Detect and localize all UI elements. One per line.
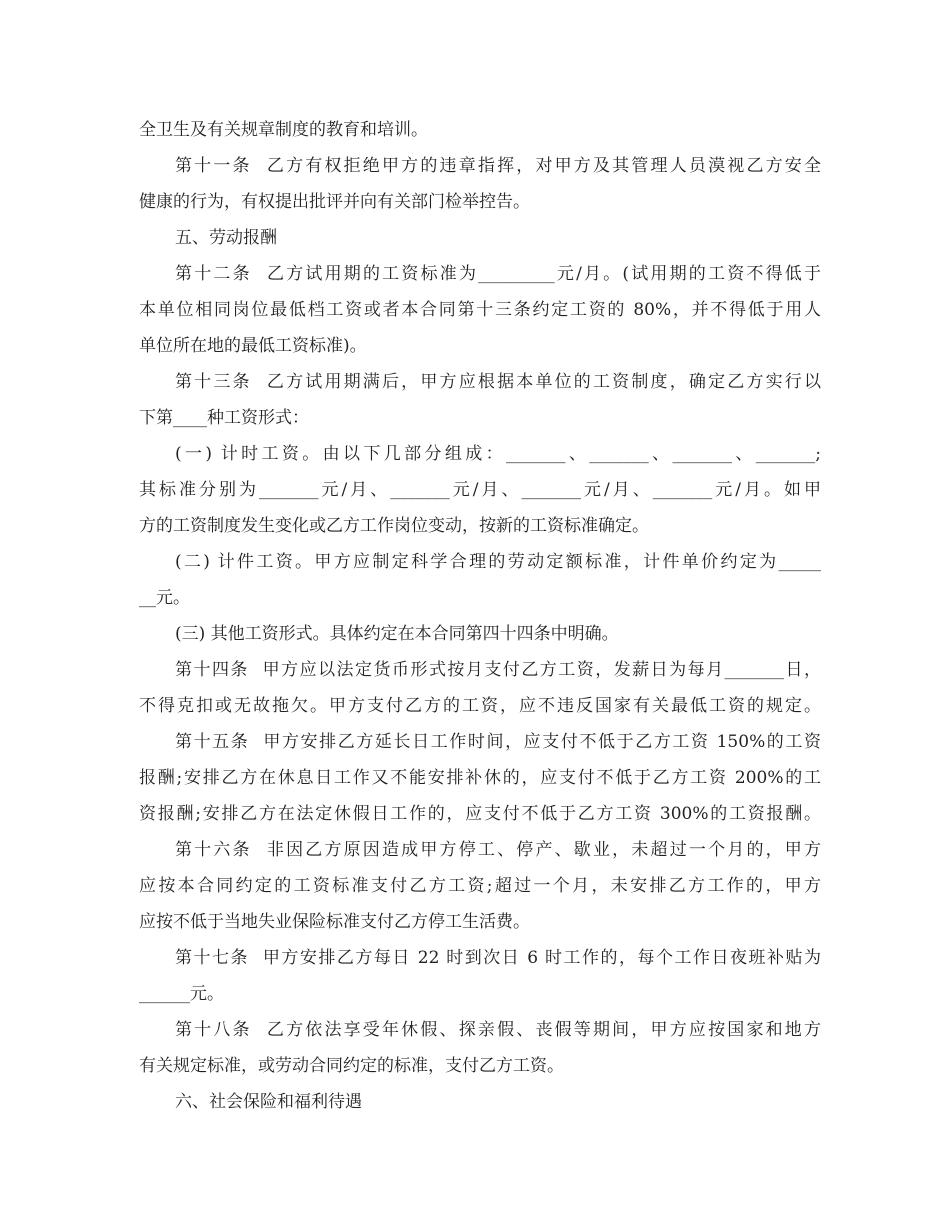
text-line: 健康的行为，有权提出批评并向有关部门检举控告。 [139,192,530,212]
text-line: 第十二条 乙方试用期的工资标准为_________元/月。(试用期的工资不得低于 [175,264,821,284]
contract-text [139,112,821,1120]
text-line: ______元。 [139,984,224,1004]
text-line: 第十七条 甲方安排乙方每日 22 时到次日 6 时工作的，每个工作日夜班补贴为 [175,948,821,968]
text-line: 不得克扣或无故拖欠。甲方支付乙方的工资，应不违反国家有关最低工资的规定。 [139,696,821,716]
text-line: 全卫生及有关规章制度的教育和培训。 [139,120,428,140]
text-line: 单位所在地的最低工资标准)。 [139,336,367,356]
text-line: 有关规定标准，或劳动合同约定的标准，支付乙方工资。 [139,1056,564,1076]
text-line: 资报酬;安排乙方在法定休假日工作的，应支付不低于乙方工资 300%的工资报酬。 [139,804,821,824]
text-line: 第十四条 甲方应以法定货币形式按月支付乙方工资，发薪日为每月_______日， [175,660,821,680]
text-line: 第十五条 甲方安排乙方延长日工作时间，应支付不低于乙方工资 150%的工资 [175,732,821,752]
text-line: 第十一条 乙方有权拒绝甲方的违章指挥，对甲方及其管理人员漠视乙方安全 [175,156,821,176]
text-line: 方的工资制度发生变化或乙方工作岗位变动，按新的工资标准确定。 [139,516,649,536]
text-line: 第十三条 乙方试用期满后，甲方应根据本单位的工资制度，确定乙方实行以 [175,372,821,392]
section-heading: 五、劳动报酬 [175,228,277,248]
text-line: 其标准分别为_______元/月、_______元/月、_______元/月、_______元/月。如甲 [139,480,821,500]
text-line: (二) 计件工资。甲方应制定科学合理的劳动定额标准，计件单价约定为_____ [175,552,821,572]
text-line: 第十八条 乙方依法享受年休假、探亲假、丧假等期间，甲方应按国家和地方 [175,1020,821,1040]
text-line: 下第____种工资形式： [139,408,309,428]
text-line: 本单位相同岗位最低档工资或者本合同第十三条约定工资的 80%，并不得低于用人 [139,300,821,320]
text-line: 第十六条 非因乙方原因造成甲方停工、停产、歇业，未超过一个月的，甲方 [175,840,821,860]
section-heading: 六、社会保险和福利待遇 [175,1092,362,1112]
text-line: 应按本合同约定的工资标准支付乙方工资;超过一个月，未安排乙方工作的，甲方 [139,876,821,896]
text-line: __元。 [139,588,190,608]
text-line: (一) 计时工资。由以下几部分组成：_______、_______、_______、_______; [175,444,821,464]
text-line: 应按不低于当地失业保险标准支付乙方停工生活费。 [139,912,530,932]
text-line: 报酬;安排乙方在休息日工作又不能安排补休的，应支付不低于乙方工资 200%的工 [139,768,821,788]
text-line: (三) 其他工资形式。具体约定在本合同第四十四条中明确。 [175,624,619,644]
